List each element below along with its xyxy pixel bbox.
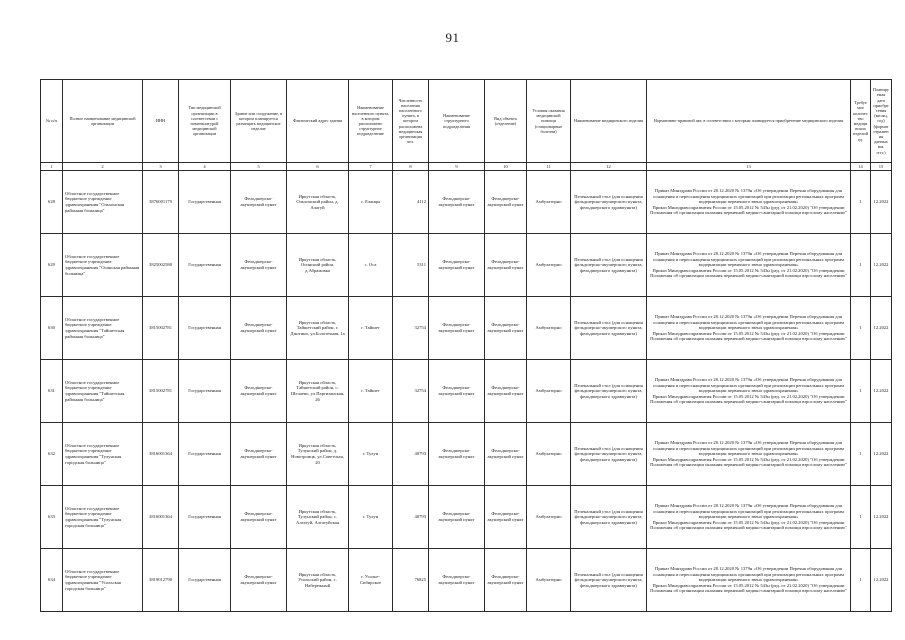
structural-unit: Фельдшерско-акушерский пункт bbox=[429, 171, 485, 234]
population: 40793 bbox=[393, 486, 429, 549]
inn-value: 3816001364 bbox=[143, 486, 179, 549]
column-header: ИНН bbox=[143, 80, 179, 163]
quantity: 1 bbox=[851, 234, 871, 297]
object-type: Фельдшерско-акушерский пункт bbox=[485, 234, 527, 297]
column-number: 5 bbox=[231, 163, 287, 171]
header-row bbox=[41, 80, 892, 163]
care-conditions: Амбулаторно bbox=[527, 297, 571, 360]
quantity: 1 bbox=[851, 360, 871, 423]
column-number: 1 bbox=[41, 163, 63, 171]
row-number: 631 bbox=[41, 360, 63, 423]
care-conditions: Амбулаторно bbox=[527, 486, 571, 549]
inn-value: 3815002781 bbox=[143, 297, 179, 360]
quantity: 1 bbox=[851, 297, 871, 360]
legal-act bbox=[647, 360, 851, 423]
column-header: Наименование медицинского изделия bbox=[571, 80, 647, 163]
legal-act bbox=[647, 171, 851, 234]
settlement: с. Еланцы bbox=[349, 171, 393, 234]
population: 40793 bbox=[393, 423, 429, 486]
building-type: Фельдшерско-акушерский пункт bbox=[231, 297, 287, 360]
address: Иркутская область, Тулунский район, д. Новотроицк, ул.Советская, 20 bbox=[287, 423, 349, 486]
table-row bbox=[41, 297, 892, 360]
table-row bbox=[41, 234, 892, 297]
table-row bbox=[41, 171, 892, 234]
address: Иркутская область, Усольский район, с. Набережный bbox=[287, 549, 349, 612]
settlement: г. Тайшет bbox=[349, 297, 393, 360]
organization-name: Областное государственное бюджетное учреждение здравоохранения "Тайшетская районная больница" bbox=[63, 360, 143, 423]
column-header: Планируемая дата приобретения (месяц, год) (формат отражения данных мм. гггг.) bbox=[871, 80, 892, 163]
column-number: 4 bbox=[179, 163, 231, 171]
column-number: 14 bbox=[851, 163, 871, 171]
legal-act bbox=[647, 423, 851, 486]
settlement: с. Оса bbox=[349, 234, 393, 297]
row-number: 630 bbox=[41, 297, 63, 360]
object-type: Фельдшерско-акушерский пункт bbox=[485, 486, 527, 549]
column-number: 9 bbox=[429, 163, 485, 171]
legal-act bbox=[647, 486, 851, 549]
legal-act-order-543n: Приказ Минздравсоцразвития России от 15.05.2012 № 543н (ред. от 21.02.2020) "Об утверждении Положения об организации оказания первичной медико-санитарной помощи взрослому населению" bbox=[650, 582, 847, 594]
quantity: 1 bbox=[851, 549, 871, 612]
organization-type: Государственная bbox=[179, 423, 231, 486]
column-header: Фактический адрес здания bbox=[287, 80, 349, 163]
device-name: Пеленальный стол (для оснащения фельдшерско-акушерского пункта, фельдшерского здравпункта) bbox=[571, 360, 647, 423]
address: Иркутская область, Тайшетский район, г. Джогино, ул.Болотечная, 1а bbox=[287, 297, 349, 360]
legal-act-order-543n: Приказ Минздравсоцразвития России от 15.05.2012 № 543н (ред. от 21.02.2020) "Об утверждении Положения об организации оказания первичной медико-санитарной помощи взрослому населению" bbox=[650, 204, 847, 216]
care-conditions: Амбулаторно bbox=[527, 423, 571, 486]
legal-act-order-1379n: Приказ Минздрава России от 28.12.2020 № 1379н «Об утверждении Перечня оборудования для оснащения и переоснащения медицинских организаций при реализации региональных программ модернизации первичного звена здравоохранения» bbox=[653, 188, 844, 205]
legal-act-order-1379n: Приказ Минздрава России от 28.12.2020 № 1379н «Об утверждении Перечня оборудования для оснащения и переоснащения медицинских организаций при реализации региональных программ модернизации первичного звена здравоохранения» bbox=[653, 566, 844, 583]
purchase-date: 12.2022 bbox=[871, 486, 892, 549]
device-name: Пеленальный стол (для оснащения фельдшерско-акушерского пункта, фельдшерского здравпункта) bbox=[571, 423, 647, 486]
column-header: Условия оказания медицинской помощи (стационарные болезни) bbox=[527, 80, 571, 163]
device-name: Пеленальный стол (для оснащения фельдшерско-акушерского пункта, фельдшерского здравпункта) bbox=[571, 297, 647, 360]
settlement: г. Тулун bbox=[349, 423, 393, 486]
column-header: Наименование населенного пункта, в котором расположено структурное подразделение bbox=[349, 80, 393, 163]
device-name: Пеленальный стол (для оснащения фельдшерско-акушерского пункта, фельдшерского здравпункта) bbox=[571, 171, 647, 234]
row-number: 628 bbox=[41, 171, 63, 234]
table-row bbox=[41, 549, 892, 612]
column-number: 15 bbox=[871, 163, 892, 171]
inn-value: 3816001364 bbox=[143, 423, 179, 486]
organization-type: Государственная bbox=[179, 549, 231, 612]
column-number: 7 bbox=[349, 163, 393, 171]
column-header: Нормативно-правовой акт, в соответствии с которым планируется приобретение медицинского изделия bbox=[647, 80, 851, 163]
building-type: Фельдшерско-акушерский пункт bbox=[231, 549, 287, 612]
purchase-date: 12.2022 bbox=[871, 234, 892, 297]
legal-act-order-543n: Приказ Минздравсоцразвития России от 15.05.2012 № 543н (ред. от 21.02.2020) "Об утверждении Положения об организации оказания первичной медико-санитарной помощи взрослому населению" bbox=[650, 393, 847, 405]
column-number: 13 bbox=[647, 163, 851, 171]
organization-name: Областное государственное бюджетное учреждение здравоохранения "Осинская районная больница" bbox=[63, 234, 143, 297]
page-number: 91 bbox=[445, 30, 460, 45]
row-number: 634 bbox=[41, 549, 63, 612]
care-conditions: Амбулаторно bbox=[527, 549, 571, 612]
structural-unit: Фельдшерско-акушерский пункт bbox=[429, 549, 485, 612]
structural-unit: Фельдшерско-акушерский пункт bbox=[429, 234, 485, 297]
organization-name: Областное государственное бюджетное учреждение здравоохранения "Тулунская городская больница" bbox=[63, 423, 143, 486]
structural-unit: Фельдшерско-акушерский пункт bbox=[429, 360, 485, 423]
structural-unit: Фельдшерско-акушерский пункт bbox=[429, 423, 485, 486]
building-type: Фельдшерско-акушерский пункт bbox=[231, 423, 287, 486]
object-type: Фельдшерско-акушерский пункт bbox=[485, 423, 527, 486]
address: Иркутская область, Ольхонский район, д. Алагуй bbox=[287, 171, 349, 234]
population: 5311 bbox=[393, 234, 429, 297]
column-header: Наименование структурного подразделения bbox=[429, 80, 485, 163]
purchase-date: 12.2022 bbox=[871, 360, 892, 423]
legal-act-order-1379n: Приказ Минздрава России от 28.12.2020 № 1379н «Об утверждении Перечня оборудования для оснащения и переоснащения медицинских организаций при реализации региональных программ модернизации первичного звена здравоохранения» bbox=[653, 377, 844, 394]
column-header: Здание или сооружение, в котором планируется размещать медицинское изделие bbox=[231, 80, 287, 163]
settlement: г. Усолье-Сибирское bbox=[349, 549, 393, 612]
column-header: Вид объекта (отделение) bbox=[485, 80, 527, 163]
legal-act-order-543n: Приказ Минздравсоцразвития России от 15.05.2012 № 543н (ред. от 21.02.2020) "Об утверждении Положения об организации оказания первичной медико-санитарной помощи взрослому населению" bbox=[650, 519, 847, 531]
address: Иркутская область, Осинский район, д.Абрамовка bbox=[287, 234, 349, 297]
building-type: Фельдшерско-акушерский пункт bbox=[231, 486, 287, 549]
legal-act-order-1379n: Приказ Минздрава России от 28.12.2020 № 1379н «Об утверждении Перечня оборудования для оснащения и переоснащения медицинских организаций при реализации региональных программ модернизации первичного звена здравоохранения» bbox=[653, 503, 844, 520]
inn-value: 3825002580 bbox=[143, 234, 179, 297]
quantity: 1 bbox=[851, 486, 871, 549]
device-name: Пеленальный стол (для оснащения фельдшерско-акушерского пункта, фельдшерского здравпункта) bbox=[571, 549, 647, 612]
organization-type: Государственная bbox=[179, 360, 231, 423]
quantity: 1 bbox=[851, 171, 871, 234]
quantity: 1 bbox=[851, 423, 871, 486]
column-number: 11 bbox=[527, 163, 571, 171]
column-header: № п/п bbox=[41, 80, 63, 163]
table-row bbox=[41, 360, 892, 423]
purchase-date: 12.2022 bbox=[871, 171, 892, 234]
organization-type: Государственная bbox=[179, 486, 231, 549]
object-type: Фельдшерско-акушерский пункт bbox=[485, 360, 527, 423]
purchase-date: 12.2022 bbox=[871, 549, 892, 612]
equipment-table bbox=[40, 79, 892, 612]
column-number: 12 bbox=[571, 163, 647, 171]
organization-type: Государственная bbox=[179, 234, 231, 297]
inn-value: 3819012790 bbox=[143, 549, 179, 612]
column-header: Полное наименование медицинской организации bbox=[63, 80, 143, 163]
column-number-row bbox=[41, 163, 892, 171]
legal-act bbox=[647, 234, 851, 297]
column-number: 3 bbox=[143, 163, 179, 171]
inn-value: 3815002781 bbox=[143, 360, 179, 423]
row-number: 633 bbox=[41, 486, 63, 549]
structural-unit: Фельдшерско-акушерский пункт bbox=[429, 297, 485, 360]
table-row bbox=[41, 423, 892, 486]
legal-act-order-543n: Приказ Минздравсоцразвития России от 15.05.2012 № 543н (ред. от 21.02.2020) "Об утверждении Положения об организации оказания первичной медико-санитарной помощи взрослому населению" bbox=[650, 330, 847, 342]
organization-name: Областное государственное бюджетное учреждение здравоохранения "Усольская городская больница" bbox=[63, 549, 143, 612]
inn-value: 3876001179 bbox=[143, 171, 179, 234]
purchase-date: 12.2022 bbox=[871, 297, 892, 360]
column-number: 8 bbox=[393, 163, 429, 171]
building-type: Фельдшерско-акушерский пункт bbox=[231, 171, 287, 234]
structural-unit: Фельдшерско-акушерский пункт bbox=[429, 486, 485, 549]
legal-act-order-1379n: Приказ Минздрава России от 28.12.2020 № 1379н «Об утверждении Перечня оборудования для оснащения и переоснащения медицинских организаций при реализации региональных программ модернизации первичного звена здравоохранения» bbox=[653, 314, 844, 331]
care-conditions: Амбулаторно bbox=[527, 234, 571, 297]
column-number: 10 bbox=[485, 163, 527, 171]
device-name: Пеленальный стол (для оснащения фельдшерско-акушерского пункта, фельдшерского здравпункта) bbox=[571, 486, 647, 549]
column-header: Тип медицинской организации в соответствии с номенклатурой медицинской организации bbox=[179, 80, 231, 163]
population: 76825 bbox=[393, 549, 429, 612]
table-row bbox=[41, 486, 892, 549]
population: 32754 bbox=[393, 297, 429, 360]
legal-act-order-543n: Приказ Минздравсоцразвития России от 15.05.2012 № 543н (ред. от 21.02.2020) "Об утверждении Положения об организации оказания первичной медико-санитарной помощи взрослому населению" bbox=[650, 456, 847, 468]
row-number: 632 bbox=[41, 423, 63, 486]
device-name: Пеленальный стол (для оснащения фельдшерско-акушерского пункта, фельдшерского здравпункта) bbox=[571, 234, 647, 297]
population: 32754 bbox=[393, 360, 429, 423]
object-type: Фельдшерско-акушерский пункт bbox=[485, 297, 527, 360]
column-number: 6 bbox=[287, 163, 349, 171]
column-number: 2 bbox=[63, 163, 143, 171]
row-number: 629 bbox=[41, 234, 63, 297]
settlement: г. Тайшет bbox=[349, 360, 393, 423]
legal-act bbox=[647, 297, 851, 360]
settlement: г. Тулун bbox=[349, 486, 393, 549]
building-type: Фельдшерско-акушерский пункт bbox=[231, 234, 287, 297]
address: Иркутская область, Тайшетский район, с. Шелаево, ул.Партизанская, 26 bbox=[287, 360, 349, 423]
purchase-date: 12.2022 bbox=[871, 423, 892, 486]
object-type: Фельдшерско-акушерский пункт bbox=[485, 171, 527, 234]
object-type: Фельдшерско-акушерский пункт bbox=[485, 549, 527, 612]
legal-act-order-543n: Приказ Минздравсоцразвития России от 15.05.2012 № 543н (ред. от 21.02.2020) "Об утверждении Положения об организации оказания первичной медико-санитарной помощи взрослому населению" bbox=[650, 267, 847, 279]
organization-type: Государственная bbox=[179, 297, 231, 360]
column-header: Требуемое количество медицинских изделий ед. bbox=[851, 80, 871, 163]
address: Иркутская область, Тулунский район, с. Алгатуй, Алгатуйская bbox=[287, 486, 349, 549]
legal-act bbox=[647, 549, 851, 612]
organization-name: Областное государственное бюджетное учреждение здравоохранения "Тайшетская районная больница" bbox=[63, 297, 143, 360]
population: 4112 bbox=[393, 171, 429, 234]
organization-name: Областное государственное бюджетное учреждение здравоохранения "Ольхонская районная больница" bbox=[63, 171, 143, 234]
column-header: Численность населения населенного пункта, в котором расположена медицинская организация чел. bbox=[393, 80, 429, 163]
legal-act-order-1379n: Приказ Минздрава России от 28.12.2020 № 1379н «Об утверждении Перечня оборудования для оснащения и переоснащения медицинских организаций при реализации региональных программ модернизации первичного звена здравоохранения» bbox=[653, 251, 844, 268]
legal-act-order-1379n: Приказ Минздрава России от 28.12.2020 № 1379н «Об утверждении Перечня оборудования для оснащения и переоснащения медицинских организаций при реализации региональных программ модернизации первичного звена здравоохранения» bbox=[653, 440, 844, 457]
building-type: Фельдшерско-акушерский пункт bbox=[231, 360, 287, 423]
care-conditions: Амбулаторно bbox=[527, 360, 571, 423]
care-conditions: Амбулаторно bbox=[527, 171, 571, 234]
organization-type: Государственная bbox=[179, 171, 231, 234]
organization-name: Областное государственное бюджетное учреждение здравоохранения "Тулунская городская больница" bbox=[63, 486, 143, 549]
